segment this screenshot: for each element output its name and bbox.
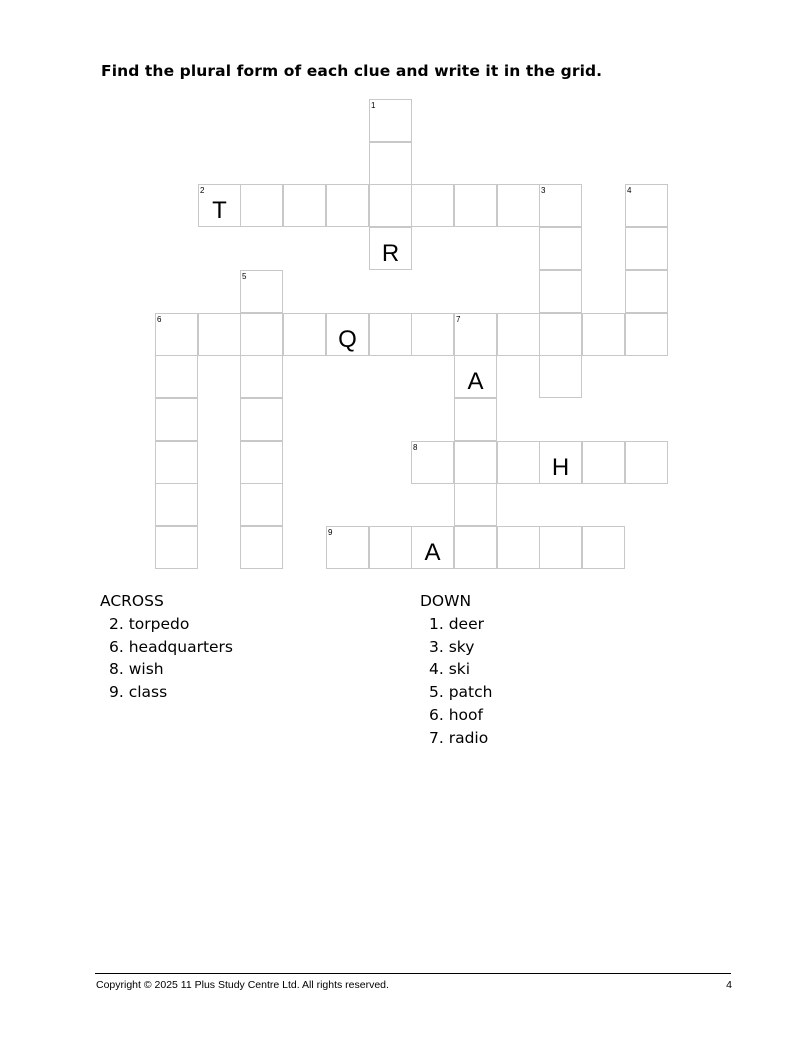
cell-letter: R <box>381 240 400 267</box>
clue-item: 4. ski <box>429 660 471 679</box>
cell-number: 6 <box>157 315 162 324</box>
grid-cell[interactable] <box>155 398 198 441</box>
grid-cell[interactable] <box>198 184 241 227</box>
across-heading: ACROSS <box>100 592 164 610</box>
cell-letter: H <box>551 454 570 481</box>
grid-cell[interactable] <box>497 184 540 227</box>
grid-cell[interactable] <box>369 526 412 569</box>
grid-cell[interactable] <box>240 355 283 398</box>
grid-cell[interactable] <box>625 184 668 227</box>
cell-letter: A <box>467 368 484 395</box>
cell-number: 2 <box>200 186 205 195</box>
grid-cell[interactable] <box>411 184 454 227</box>
cell-letter: A <box>424 539 441 566</box>
grid-cell[interactable] <box>240 313 283 356</box>
clue-item: 6. hoof <box>429 705 483 724</box>
clue-item: 8. wish <box>109 660 164 679</box>
down-clues <box>420 590 492 750</box>
grid-cell[interactable] <box>326 526 369 569</box>
cell-number: 5 <box>242 272 247 281</box>
cell-letter: T <box>212 197 227 224</box>
cell-number: 4 <box>627 186 632 195</box>
grid-cell[interactable] <box>369 142 412 185</box>
cell-letter: Q <box>338 326 357 353</box>
clue-item: 7. radio <box>429 728 489 747</box>
grid-cell[interactable] <box>240 526 283 569</box>
page-number: 4 <box>726 979 732 991</box>
grid-cell[interactable] <box>411 441 454 484</box>
grid-cell[interactable] <box>369 227 412 270</box>
grid-cell[interactable] <box>155 355 198 398</box>
grid-cell[interactable] <box>454 355 497 398</box>
grid-cell[interactable] <box>240 483 283 526</box>
grid-cell[interactable] <box>326 313 369 356</box>
grid-cell[interactable] <box>582 313 625 356</box>
cell-number: 7 <box>456 315 461 324</box>
grid-cell[interactable] <box>240 441 283 484</box>
cell-number: 3 <box>541 186 546 195</box>
grid-cell[interactable] <box>582 441 625 484</box>
grid-cell[interactable] <box>198 313 241 356</box>
grid-cell[interactable] <box>454 526 497 569</box>
grid-cell[interactable] <box>411 313 454 356</box>
clue-item: 1. deer <box>429 614 484 633</box>
grid-cell[interactable] <box>454 398 497 441</box>
cell-number: 9 <box>328 528 333 537</box>
cell-number: 8 <box>413 443 418 452</box>
grid-cell[interactable] <box>454 313 497 356</box>
grid-cell[interactable] <box>497 526 540 569</box>
grid-cell[interactable] <box>625 313 668 356</box>
grid-cell[interactable] <box>497 313 540 356</box>
grid-cell[interactable] <box>369 99 412 142</box>
grid-cell[interactable] <box>454 483 497 526</box>
grid-cell[interactable] <box>155 526 198 569</box>
grid-cell[interactable] <box>582 526 625 569</box>
grid-cell[interactable] <box>539 526 582 569</box>
copyright-text: Copyright © 2025 11 Plus Study Centre Ltd. All rights reserved. <box>96 979 389 991</box>
footer-divider <box>95 973 731 974</box>
across-clues <box>100 590 233 704</box>
grid-cell[interactable] <box>411 526 454 569</box>
grid-cell[interactable] <box>539 441 582 484</box>
clue-item: 5. patch <box>429 683 493 702</box>
clue-item: 3. sky <box>429 637 475 656</box>
grid-cell[interactable] <box>539 355 582 398</box>
grid-cell[interactable] <box>625 227 668 270</box>
down-heading: DOWN <box>420 592 472 610</box>
grid-cell[interactable] <box>326 184 369 227</box>
grid-cell[interactable] <box>539 313 582 356</box>
grid-cell[interactable] <box>369 184 412 227</box>
grid-cell[interactable] <box>454 184 497 227</box>
grid-cell[interactable] <box>240 184 283 227</box>
grid-cell[interactable] <box>539 184 582 227</box>
grid-cell[interactable] <box>369 313 412 356</box>
grid-cell[interactable] <box>240 398 283 441</box>
clue-item: 6. headquarters <box>109 637 234 656</box>
grid-cell[interactable] <box>539 227 582 270</box>
grid-cell[interactable] <box>454 441 497 484</box>
grid-cell[interactable] <box>240 270 283 313</box>
grid-cell[interactable] <box>155 313 198 356</box>
grid-cell[interactable] <box>625 270 668 313</box>
grid-cell[interactable] <box>283 184 326 227</box>
grid-cell[interactable] <box>155 441 198 484</box>
grid-cell[interactable] <box>155 483 198 526</box>
grid-cell[interactable] <box>625 441 668 484</box>
grid-cell[interactable] <box>283 313 326 356</box>
cell-number: 1 <box>371 101 376 110</box>
instructions-heading: Find the plural form of each clue and write it in the grid. <box>101 62 603 80</box>
grid-cell[interactable] <box>539 270 582 313</box>
clue-item: 9. class <box>109 683 168 702</box>
clue-item: 2. torpedo <box>109 614 190 633</box>
grid-cell[interactable] <box>497 441 540 484</box>
